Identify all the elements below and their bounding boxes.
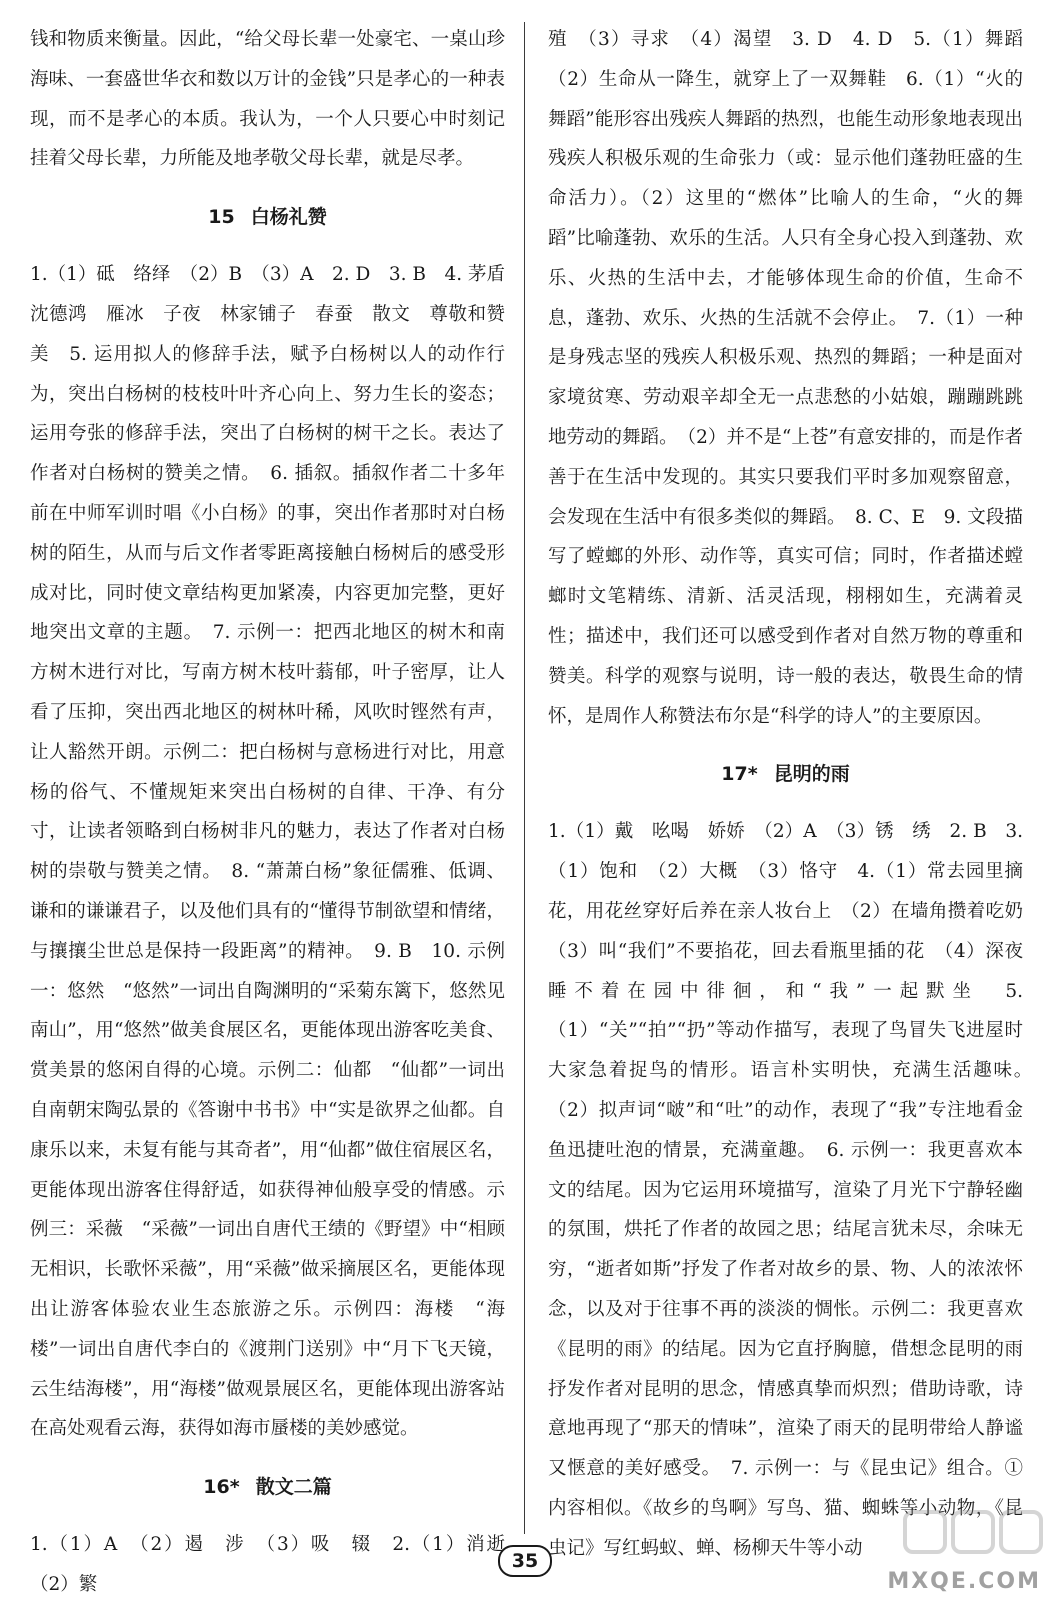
section-heading-16 [30, 1467, 505, 1507]
section-17-answers: 1.（1）戴 吆喝 娇娇 （2）A （3）锈 绣 2. B 3.（1）饱和 （2）大概 （3）恪守 4.（1）常去园里摘花，用花丝穿好后养在亲人妆台上 （2）在墙角攒着吃奶 （3）叫“我们”不要掐花，回去看瓶里插的花 （4）深夜睡不着在园中徘徊，和“我”一起默坐 5.（1）“关”“拍”“扔”等动作描写，表现了鸟冒失飞进屋时大家急着捉鸟的情形。语言朴实明快，充满生活趣味。 （2）拟声词“啵”和“吐”的动作，表现了“我”专注地看金鱼迅捷吐泡的情景，充满童趣。 6. 示例一：我更喜欢本文的结尾。因为它运用环境描写，渲染了月光下宁静轻幽的氛围，烘托了作者的故园之思；结尾言犹未尽，余味无穷，“逝者如斯”抒发了作者对故乡的景、物、人的浓浓怀念，以及对于往事不再的淡淡的惆怅。示例二：我更喜欢《昆明的雨》的结尾。因为它直抒胸臆，借想念昆明的雨抒发作者对昆明的思念，情感真挚而炽烈；借助诗歌，诗意地再现了“那天的情味”，渲染了雨天的昆明带给人静谧又惬意的美好感受。 7. 示例一：与《昆虫记》组合。①内容相似。《故乡的鸟啊》写鸟、猫、蜘蛛等小动物，《昆虫记》写红蚂蚁、蝉、杨柳天牛等小动 [548, 821, 1042, 1559]
section-title: 白杨礼赞 [250, 206, 327, 229]
right-column [548, 20, 1042, 1568]
section-number: 15 [208, 206, 235, 229]
section-heading-17 [548, 754, 1023, 794]
page-number: 35 [498, 1545, 552, 1577]
section-title: 散文二篇 [255, 1476, 332, 1499]
section-number: 16* [203, 1476, 240, 1499]
left-column [30, 20, 524, 1605]
section-15-answers: 1.（1）砥 络绎 （2）B （3）A 2. D 3. B 4. 茅盾 沈德鸿 雁冰 子夜 林家铺子 春蚕 散文 尊敬和赞美 5. 运用拟人的修辞手法，赋予白杨树以人的动作行为，突出白杨树的枝枝叶叶齐心向上、努力生长的姿态；运用夸张的修辞手法，突出了白杨树的树干之长。表达了作者对白杨树的赞美之情。 6. 插叙。插叙作者二十多年前在中师军训时唱《小白杨》的事，突出作者那时对白杨树的陌生，从而与后文作者零距离接触白杨树后的感受形成对比，同时使文章结构更加紧凑，内容更加完整，更好地突出文章的主题。 7. 示例一：把西北地区的树木和南方树木进行对比，写南方树木枝叶蓊郁，叶子密厚，让人看了压抑，突出西北地区的树林叶稀，风吹时铿然有声，让人豁然开朗。示例二：把白杨树与意杨进行对比，用意杨的俗气、不懂规矩来突出白杨树的自律、干净、有分寸，让读者领略到白杨树非凡的魅力，表达了作者对白杨树的崇敬与赞美之情。 8. “萧萧白杨”象征儒雅、低调、谦和的谦谦君子，以及他们具有的“懂得节制欲望和情绪，与攘攘尘世总是保持一段距离”的精神。 9. B 10. 示例一：悠然 “悠然”一词出自陶渊明的“采菊东篱下，悠然见南山”，用“悠然”做美食展区名，更能体现出游客吃美食、赏美景的悠闲自得的心境。示例二：仙都 “仙都”一词出自南朝宋陶弘景的《答谢中书书》中“实是欲界之仙都。自康乐以来，未复有能与其奇者”，用“仙都”做住宿展区名，更能体现出游客住得舒适，如获得神仙般享受的情感。示例三：采薇 “采薇”一词出自唐代王绩的《野望》中“相顾无相识，长歌怀采薇”，用“采薇”做采摘展区名，更能体现出让游客体验农业生态旅游之乐。示例四：海楼 “海楼”一词出自唐代李白的《渡荆门送别》中“月下飞天镜，云生结海楼”，用“海楼”做观景展区名，更能体现出游客站在高处观看云海，获得如海市蜃楼的美妙感觉。 [30, 264, 524, 1440]
section-16-answers: 1.（1）A （2）遏 涉 （3）吸 辍 2.（1）消逝 （2）繁 [30, 1534, 524, 1595]
section-16-continuation: 殖 （3）寻求 （4）渴望 3. D 4. D 5.（1）舞蹈 （2）生命从一降生，就穿上了一双舞鞋 6.（1）“火的舞蹈”能形容出残疾人舞蹈的热烈，也能生动形象地表现出残疾人积极乐观的生命张力（或：显示他们蓬勃旺盛的生命活力）。（2）这里的“燃体”比喻人的生命，“火的舞蹈”比喻蓬勃、欢乐的生活。人只有全身心投入到蓬勃、欢乐、火热的生活中去，才能够体现生命的价值，生命不息，蓬勃、欢乐、火热的生活就不会停止。 7.（1）一种是身残志坚的残疾人积极乐观、热烈的舞蹈；一种是面对家境贫寒、劳动艰辛却全无一点悲愁的小姑娘，蹦蹦跳跳地劳动的舞蹈。 （2）并不是“上苍”有意安排的，而是作者善于在生活中发现的。其实只要我们平时多加观察留意，会发现在生活中有很多类似的舞蹈。 8. C、E 9. 文段描写了螳螂的外形、动作等，真实可信；同时，作者描述螳螂时文笔精练、清新、活灵活现，栩栩如生，充满着灵性；描述中，我们还可以感受到作者对自然万物的尊重和赞美。科学的观察与说明，诗一般的表达，敬畏生命的情怀，是周作人称赞法布尔是“科学的诗人”的主要原因。 [548, 29, 1042, 727]
intro-paragraph: 钱和物质来衡量。因此，“给父母长辈一处豪宅、一桌山珍海味、一套盛世华衣和数以万计的金钱”只是孝心的一种表现，而不是孝心的本质。我认为，一个人只要心中时刻记挂着父母长辈，力所能及地孝敬父母长辈，就是尽孝。 [30, 29, 505, 170]
section-title: 昆明的雨 [773, 763, 850, 786]
column-divider [524, 22, 525, 1534]
watermark-text: MXQE.COM [887, 1569, 1041, 1594]
section-heading-15 [30, 197, 505, 237]
section-number: 17* [721, 763, 758, 786]
